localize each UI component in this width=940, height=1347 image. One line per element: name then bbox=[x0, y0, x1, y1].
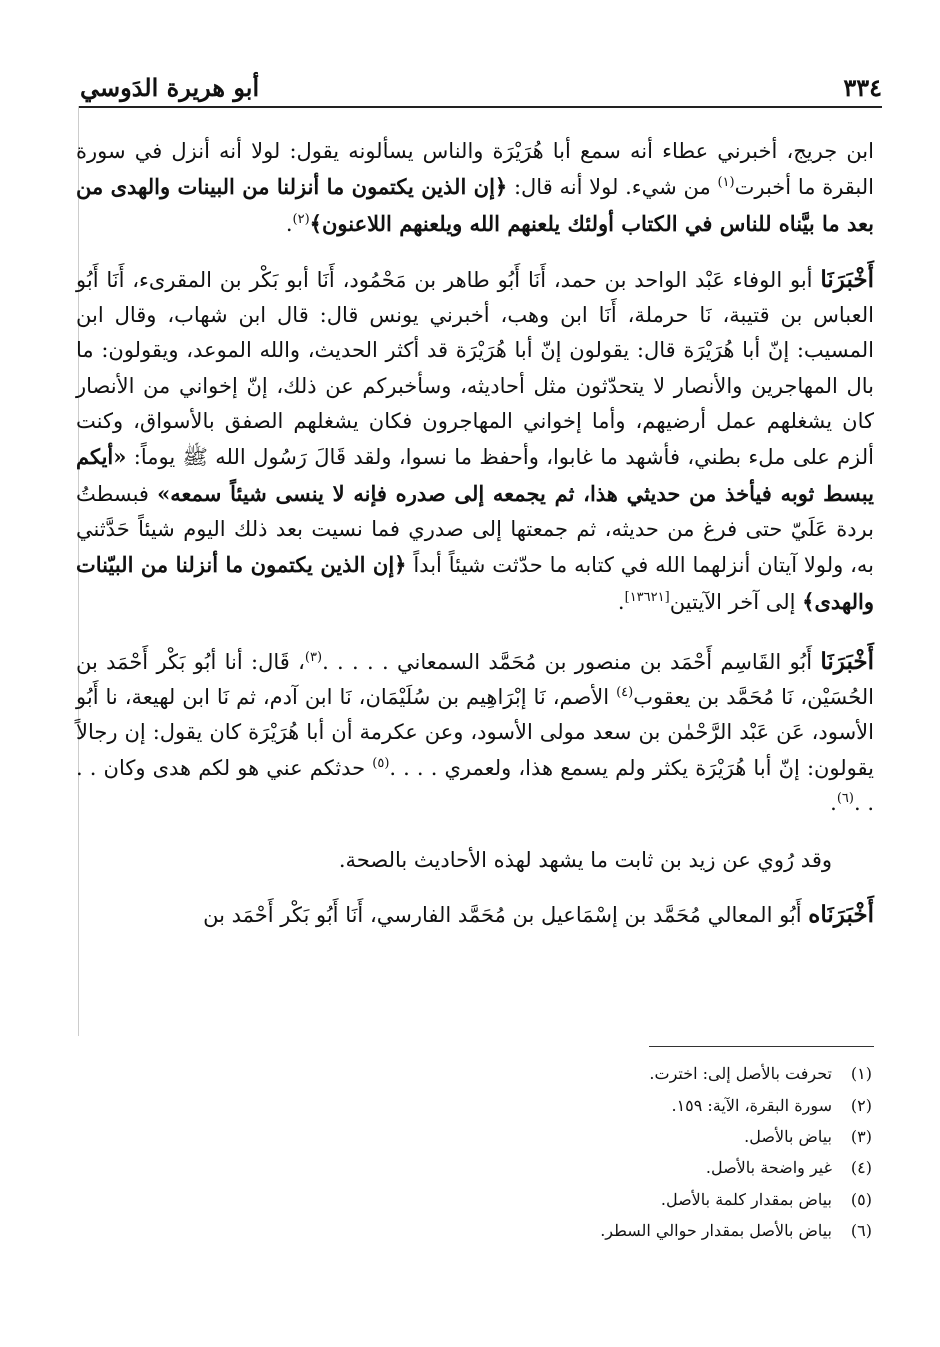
page-header bbox=[80, 70, 882, 102]
footnote-marker: (٢) bbox=[292, 211, 310, 227]
text-run: . bbox=[617, 589, 625, 614]
footnote-item bbox=[300, 1184, 872, 1215]
text-run: ابن جريج، أخبرني عطاء أنه سمع أبا هُرَيْرَة والناس يسألونه يقول: لولا أنه أنزل في سورة البقرة ما أخبرت bbox=[76, 139, 874, 200]
text-run: أَبُو المعالي مُحَمَّد بن إسْمَاعيل بن مُحَمَّد الفارسي، أَنَا أَبُو بَكْر أَحْمَد بن bbox=[203, 902, 809, 927]
text-run: أبو الوفاء عَبْد الواحد بن حمد، أَنَا أَبُو طاهر بن مَحْمُود، أَنَا أبو بَكْر بن المقرىء، أَنَا أَبُو العباس بن قتيبة، نَا حرملة، أَنَا ابن وهب، أخبرني يونس قال: قال ابن شهاب، وقال ابن المسيب: إنّ أبا هُرَيْرَة قال: يقولون إنّ أبا هُرَيْرَة قد أكثر الحديث، والله الموعد، ويقولون: ما بال المهاجرين والأنصار لا يتحدّثون مثل أحاديثه، وسأخبركم عن ذلك، إنّ إخواني من الأنصار كان يشغلهم عمل أرضيهم، وأما إخواني المهاجرون فكان يشغلهم الصفق بالأسواق، وكنت ألزم على ملء بطني، فأشهد ما غابوا، وأحفظ ما نسوا، ولقد قَالَ رَسُول الله ﷺ يوماً: bbox=[76, 267, 874, 470]
paragraph-1 bbox=[76, 134, 874, 242]
header-rule bbox=[78, 106, 882, 108]
reference-number: [١٣٦٢١] bbox=[624, 589, 670, 605]
footnote-item bbox=[300, 1121, 872, 1152]
footnotes bbox=[300, 1058, 872, 1246]
text-run: إلى آخر الآيتين bbox=[669, 589, 803, 614]
footnote-number: (٢) bbox=[850, 1095, 872, 1115]
quran-verse: ﴿إن الذين يكتمون ما أنزلنا من البيّنات والهدى﴾ bbox=[76, 552, 874, 614]
footnote-marker: (٦) bbox=[836, 791, 854, 807]
paragraph-2 bbox=[76, 262, 874, 620]
text-run: أَبُو القَاسِم أَحْمَد بن منصور بن مُحَمَّد السمعاني . . . . . bbox=[322, 649, 821, 674]
paragraph-4 bbox=[76, 843, 874, 878]
text-run: فبسطتُ بردة عَلَيّ حتى فرغ من حديثه، ثم جمعتها إلى صدري فما نسيت بعد ذلك اليوم شيئاً حَدَّثني به، ولولا آيتان أنزلهما الله في كتابه ما حدّثت شيئاً أبداً bbox=[76, 481, 874, 578]
footnote-item bbox=[300, 1058, 872, 1089]
text-run: الأصم، نَا إبْرَاهِيم بن سُلَيْمَان، نَا ابن آدم، ثم نَا ابن لهيعة، نا أَبُو الأسود، عَن عَبْد الرَّحْمٰن بن سعد مولى الأسود، وعن عكرمة أن أبا هُرَيْرَة كان يقول: إن رجالاً يقولون: إنّ أبا هُرَيْرَة يكثر ولم يسمع هذا، ولعمري . . . . bbox=[76, 685, 875, 780]
text-run: وقد رُوي عن زيد بن ثابت ما يشهد لهذه الأحاديث بالصحة. bbox=[338, 848, 832, 873]
footnote-number: (١) bbox=[850, 1064, 872, 1084]
footnote-number: (٥) bbox=[850, 1189, 872, 1209]
footnote-item bbox=[300, 1089, 872, 1120]
footnote-item bbox=[300, 1215, 872, 1246]
quran-verse: ﴿إن الذين يكتمون ما أنزلنا من البينات والهدى من بعد ما بيَّناه للناس في الكتاب أولئك يلعنهم الله ويلعنهم اللاعنون﴾ bbox=[76, 174, 874, 236]
paragraph-3 bbox=[76, 644, 874, 821]
footnote-text: بياض بمقدار كلمة بالأصل. bbox=[660, 1189, 832, 1209]
running-title: أبو هريرة الدَوسي bbox=[80, 73, 260, 102]
footnote-number: (٤) bbox=[850, 1158, 872, 1178]
text-run: . bbox=[830, 791, 837, 816]
footnote-text: بياض بالأصل بمقدار حوالي السطر. bbox=[600, 1221, 832, 1241]
hadith-text: «أيكم يبسط ثوبه فيأخذ من حديثي هذا، ثم يجمعه إلى صدره فإنه لا ينسى شيئاً سمعه» bbox=[76, 444, 874, 506]
text-run: حدثكم عني هو لكم هدى وكان . . . . bbox=[76, 755, 874, 816]
footnote-text: غير واضحة بالأصل. bbox=[705, 1158, 832, 1178]
footnote-marker: (٣) bbox=[304, 649, 323, 665]
footnote-number: (٦) bbox=[850, 1221, 872, 1241]
text-run: ، قَال: أنا أبُو بَكْر أَحْمَد بن الحُسَيْن، نَا مُحَمَّد بن يعقوب bbox=[76, 649, 874, 710]
text-run: من شيء. لولا أنه قال: bbox=[507, 175, 718, 200]
footnote-item bbox=[300, 1152, 872, 1183]
akhbarana-keyword: أَخْبَرَنَا bbox=[820, 265, 874, 293]
footnote-separator bbox=[649, 1046, 874, 1047]
main-text bbox=[76, 134, 874, 949]
paragraph-5 bbox=[76, 897, 874, 933]
page-number: ٣٣٤ bbox=[843, 73, 882, 102]
text-run: . bbox=[285, 211, 293, 236]
footnote-marker: (٥) bbox=[372, 755, 390, 771]
akhbarana-keyword: أَخْبَرَنَاه bbox=[808, 900, 874, 928]
footnote-marker: (٤) bbox=[616, 685, 634, 701]
akhbarana-keyword: أَخْبَرَنَا bbox=[820, 647, 874, 675]
footnote-text: بياض بالأصل. bbox=[744, 1126, 832, 1146]
footnote-text: سورة البقرة، الآية: ١٥٩. bbox=[671, 1095, 832, 1115]
footnote-marker: (١) bbox=[717, 175, 735, 191]
footnote-number: (٣) bbox=[850, 1126, 872, 1146]
footnote-text: تحرفت بالأصل إلى: اخترت. bbox=[649, 1064, 832, 1084]
